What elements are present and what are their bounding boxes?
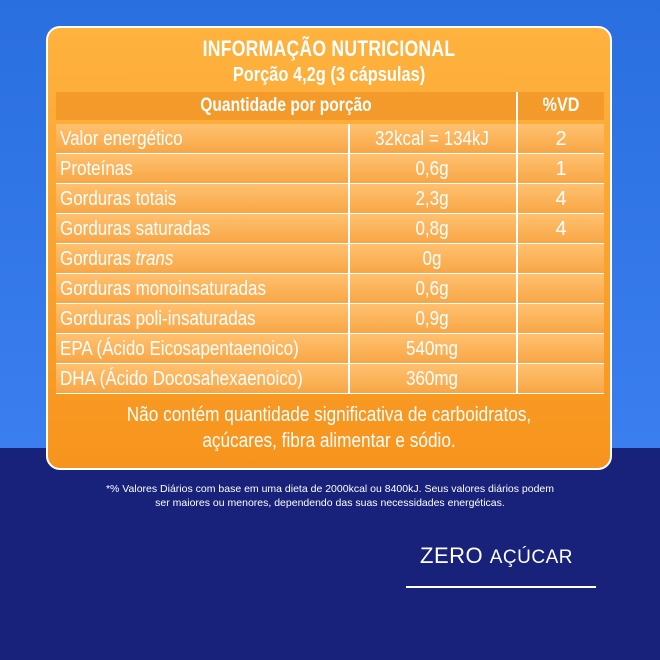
table-row <box>56 244 604 273</box>
table-header <box>56 92 604 120</box>
row-amount: 0,6g <box>415 158 449 180</box>
table-row <box>56 154 604 183</box>
column-divider <box>516 92 518 394</box>
row-name-italic: trans <box>135 248 174 270</box>
row-vd: 4 <box>555 218 567 240</box>
zero-word: ZERO <box>420 543 484 568</box>
footnote <box>60 482 600 510</box>
nutrition-facts-panel <box>46 26 612 470</box>
row-vd: 1 <box>555 158 567 180</box>
table-row <box>56 274 604 303</box>
table-row <box>56 364 604 393</box>
row-amount: 360mg <box>406 368 458 390</box>
row-name: Gorduras monoinsaturadas <box>60 278 267 300</box>
row-name <box>60 244 307 273</box>
panel-subtitle: Porção 4,2g (3 cápsulas) <box>232 64 426 86</box>
row-name: Gorduras totais <box>60 188 177 210</box>
row-vd: 4 <box>555 188 567 210</box>
row-name: DHA (Ácido Docosahexaenoico) <box>60 368 303 390</box>
table-row <box>56 304 604 333</box>
header-vd: %VD <box>542 95 580 116</box>
row-name-prefix: Gorduras <box>60 248 136 270</box>
badge-underline <box>406 586 596 588</box>
table-row <box>56 214 604 243</box>
nutrition-table <box>56 124 604 394</box>
table-row <box>56 334 604 363</box>
row-amount: 0,6g <box>415 278 449 300</box>
row-vd <box>518 364 604 393</box>
row-name: EPA (Ácido Eicosapentaenoico) <box>60 338 299 360</box>
zero-sugar-badge <box>420 543 573 569</box>
row-name: Proteínas <box>60 158 133 180</box>
footnote-line: *% Valores Diários com base em uma dieta de 2000kcal ou 8400kJ. Seus valores diários podem <box>105 483 555 495</box>
header-quantity: Quantidade por porção <box>200 95 372 116</box>
row-amount: 2,3g <box>415 188 449 210</box>
row-vd: 2 <box>555 128 567 150</box>
table-row <box>56 184 604 213</box>
row-vd <box>518 334 604 363</box>
sugar-word: AÇÚCAR <box>489 547 573 568</box>
row-amount: 32kcal = 134kJ <box>375 128 489 150</box>
row-name: Gorduras poli-insaturadas <box>60 308 256 330</box>
row-name: Gorduras saturadas <box>60 218 211 240</box>
row-amount: 0,9g <box>415 308 449 330</box>
panel-title: INFORMAÇÃO NUTRICIONAL <box>202 36 456 61</box>
column-divider <box>348 124 350 394</box>
row-vd <box>518 244 604 273</box>
row-name: Valor energético <box>60 128 183 150</box>
row-amount: 0g <box>422 248 442 270</box>
footnote-line: ser maiores ou menores, dependendo das suas necessidades energéticas. <box>155 497 505 509</box>
row-amount: 540mg <box>406 338 458 360</box>
row-amount: 0,8g <box>415 218 449 240</box>
row-vd <box>518 304 604 333</box>
panel-note: Não contém quantidade significativa de carboidratos, açúcares, fibra alimentar e sódio. <box>126 404 532 452</box>
table-row <box>56 124 604 153</box>
row-vd <box>518 274 604 303</box>
